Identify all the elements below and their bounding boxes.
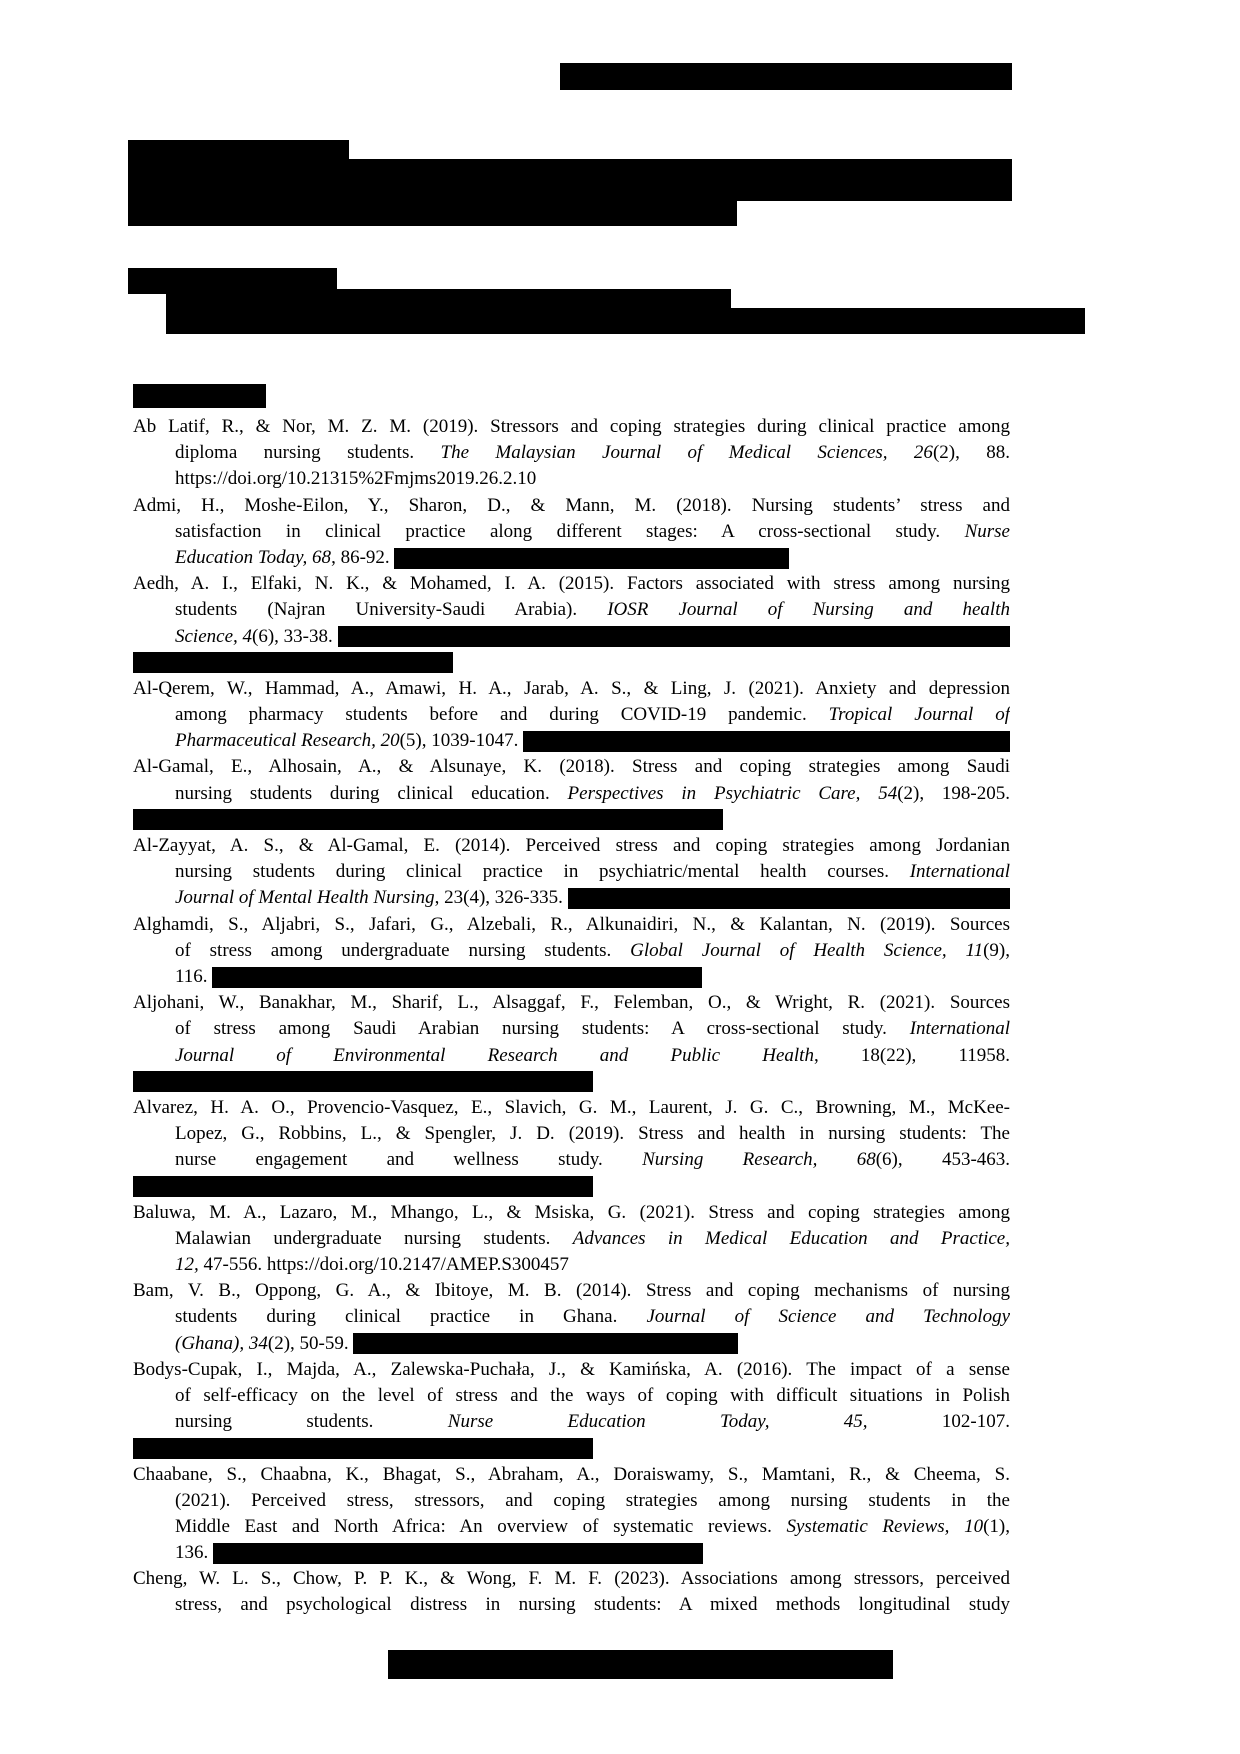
reference-text: Lopez, G., Robbins, L., & Spengler, J. D. (2019). Stress and health in nursing students: The xyxy=(175,1123,1010,1145)
reference-text: 116. xyxy=(175,965,213,987)
journal-title: The Malaysian Journal of Medical Sciences, 26 xyxy=(440,442,933,464)
redacted-doi xyxy=(133,1438,593,1459)
reference-line xyxy=(133,1435,1010,1461)
reference-text: Admi, H., Moshe-Eilon, Y., Sharon, D., & Mann, M. (2018). Nursing students’ stress and xyxy=(133,494,1010,516)
reference-entry xyxy=(133,1095,1010,1200)
redacted-doi xyxy=(133,1176,593,1197)
reference-text: , 18(22), 11958. xyxy=(813,1044,1010,1066)
reference-entry xyxy=(133,676,1010,755)
reference-text: (9), xyxy=(983,939,1010,961)
reference-text: (2), 50-59. xyxy=(267,1332,354,1354)
reference-line xyxy=(133,1566,1010,1592)
reference-text: (2), 198-205. xyxy=(897,782,1010,804)
journal-title: Nurse Education Today, 45, xyxy=(447,1411,868,1433)
reference-line xyxy=(133,1226,1010,1252)
reference-line xyxy=(133,1383,1010,1409)
reference-text: Al-Gamal, E., Alhosain, A., & Alsunaye, K. (2018). Stress and coping strategies among Saudi xyxy=(133,756,1010,778)
redacted-keywords-line-3 xyxy=(166,308,1085,334)
reference-text: diploma nursing students. xyxy=(175,442,441,464)
reference-line xyxy=(133,1095,1010,1121)
journal-title: Global Journal of Health Science, 11 xyxy=(630,939,984,961)
reference-entry xyxy=(133,754,1010,833)
journal-title: Advances in Medical Education and Practice, xyxy=(572,1227,1010,1249)
redacted-doi xyxy=(568,888,1010,909)
reference-text: students during clinical practice in Ghana. xyxy=(175,1306,647,1328)
journal-title: International xyxy=(909,1018,1010,1040)
reference-line xyxy=(133,1200,1010,1226)
reference-line xyxy=(133,466,1010,492)
doi-link[interactable]: https://doi.org/10.21315%2Fmjms2019.26.2.10 xyxy=(175,468,537,490)
reference-entry xyxy=(133,1462,1010,1567)
reference-text: (5), 1039-1047. xyxy=(399,730,524,752)
reference-text: Middle East and North Africa: An overview of systematic reviews. xyxy=(175,1515,787,1537)
reference-line xyxy=(133,990,1010,1016)
redacted-running-head xyxy=(560,63,1012,90)
reference-entry xyxy=(133,990,1010,1095)
reference-text: , 23(4), 326-335. xyxy=(434,887,568,909)
reference-text: Ab Latif, R., & Nor, M. Z. M. (2019). Stressors and coping strategies during clinical practice among xyxy=(133,416,1010,437)
reference-line xyxy=(133,1278,1010,1304)
reference-line xyxy=(133,1016,1010,1042)
reference-line xyxy=(133,807,1010,833)
reference-line xyxy=(133,519,1010,545)
reference-text: nurse engagement and wellness study. xyxy=(175,1149,643,1171)
reference-entry xyxy=(133,912,1010,991)
reference-line xyxy=(133,650,1010,676)
reference-text: (1), xyxy=(983,1515,1010,1537)
reference-text: nursing students during clinical practice in psychiatric/mental health courses. xyxy=(175,861,910,883)
reference-line xyxy=(133,754,1010,780)
journal-title: IOSR Journal of Nursing and health xyxy=(607,599,1010,621)
reference-line xyxy=(133,1331,1010,1357)
journal-title: Science, 4 xyxy=(175,625,253,647)
reference-text: Aedh, A. I., Elfaki, N. K., & Mohamed, I. A. (2015). Factors associated with stress among nursing xyxy=(133,573,1010,595)
journal-title: Nurse xyxy=(964,520,1010,542)
reference-text: among pharmacy students before and during COVID-19 pandemic. xyxy=(175,704,829,726)
journal-title: Perspectives in Psychiatric Care, 54 xyxy=(567,782,898,804)
reference-text: nursing students. xyxy=(175,1411,448,1433)
reference-text: Alvarez, H. A. O., Provencio-Vasquez, E., Slavich, G. M., Laurent, J. G. C., Browning, M., McKee- xyxy=(133,1096,1010,1118)
reference-text: Cheng, W. L. S., Chow, P. P. K., & Wong, F. M. F. (2023). Associations among stressors, perceived xyxy=(133,1568,1010,1590)
reference-line xyxy=(133,1514,1010,1540)
reference-line xyxy=(133,1304,1010,1330)
redacted-doi xyxy=(338,626,1011,647)
reference-text: (6), 453-463. xyxy=(875,1149,1010,1171)
journal-title: Education Today, 68 xyxy=(175,546,332,568)
reference-line xyxy=(133,493,1010,519)
redacted-doi xyxy=(212,967,702,988)
reference-line xyxy=(133,414,1010,440)
reference-text: Al-Zayyat, A. S., & Al-Gamal, E. (2014). Perceived stress and coping strategies among Jordanian xyxy=(133,835,1010,856)
reference-text: Al-Qerem, W., Hammad, A., Amawi, H. A., Jarab, A. S., & Ling, J. (2021). Anxiety and depression xyxy=(133,677,1010,699)
reference-line xyxy=(133,624,1010,650)
redacted-title-line-3 xyxy=(128,201,737,226)
doi-link[interactable]: https://doi.org/10.2147/AMEP.S300457 xyxy=(266,1254,569,1275)
reference-line xyxy=(133,938,1010,964)
journal-title: Systematic Reviews, 10 xyxy=(786,1515,984,1537)
reference-entry xyxy=(133,414,1010,493)
reference-text: (2021). Perceived stress, stressors, and coping strategies among nursing students in the xyxy=(175,1489,1010,1511)
journal-title: Journal of Environmental Research and Public Health xyxy=(175,1044,814,1066)
journal-title: Nursing Research, 68 xyxy=(642,1149,876,1171)
reference-line xyxy=(133,859,1010,885)
reference-text: Bodys-Cupak, I., Majda, A., Zalewska-Puchała, J., & Kamińska, A. (2016). The impact of a sense xyxy=(133,1358,1010,1380)
redacted-doi xyxy=(523,731,1010,752)
redacted-title-line-2 xyxy=(128,159,1012,201)
reference-entry xyxy=(133,493,1010,572)
reference-text: (6), 33-38. xyxy=(252,625,338,647)
reference-line xyxy=(133,545,1010,571)
journal-title: Journal of Mental Health Nursing xyxy=(175,887,435,909)
reference-entry xyxy=(133,1566,1010,1618)
reference-line xyxy=(133,597,1010,623)
reference-text: , 86-92. xyxy=(331,546,395,568)
reference-line xyxy=(133,1069,1010,1095)
journal-title: (Ghana), 34 xyxy=(175,1332,268,1354)
reference-line xyxy=(133,1462,1010,1488)
redacted-doi xyxy=(133,652,453,673)
reference-entry xyxy=(133,571,1010,676)
journal-title: Pharmaceutical Research, 20 xyxy=(175,730,400,752)
reference-line xyxy=(133,1147,1010,1173)
reference-line xyxy=(133,440,1010,466)
reference-text: Malawian undergraduate nursing students. xyxy=(175,1227,573,1249)
reference-line xyxy=(133,964,1010,990)
reference-text: 47-556. xyxy=(198,1254,267,1275)
reference-text: stress, and psychological distress in nursing students: A mixed methods longitudinal study xyxy=(175,1594,1010,1616)
reference-text: students (Najran University-Saudi Arabia). xyxy=(175,599,608,621)
reference-line xyxy=(133,1043,1010,1069)
reference-text: 102-107. xyxy=(867,1411,1010,1433)
reference-line xyxy=(133,1252,1010,1278)
reference-entry xyxy=(133,833,1010,912)
redacted-doi xyxy=(133,809,723,830)
reference-line xyxy=(133,1540,1010,1566)
journal-title: International xyxy=(909,861,1010,883)
reference-line xyxy=(133,781,1010,807)
redacted-doi xyxy=(394,548,789,569)
reference-text: of self-efficacy on the level of stress and the ways of coping with difficult situations in Polish xyxy=(175,1384,1010,1406)
reference-entry xyxy=(133,1357,1010,1462)
reference-line xyxy=(133,912,1010,938)
reference-line xyxy=(133,1409,1010,1435)
journal-title: Journal of Science and Technology xyxy=(646,1306,1010,1328)
reference-line xyxy=(133,676,1010,702)
references-list xyxy=(133,414,1010,1619)
reference-line xyxy=(133,1592,1010,1618)
reference-line xyxy=(133,833,1010,859)
reference-text: of stress among Saudi Arabian nursing students: A cross-sectional study. xyxy=(175,1018,910,1040)
reference-text: of stress among undergraduate nursing students. xyxy=(175,939,631,961)
reference-line xyxy=(133,885,1010,911)
journal-title: 12, xyxy=(175,1254,199,1275)
reference-line xyxy=(133,702,1010,728)
reference-text: 136. xyxy=(175,1542,213,1564)
reference-text: Baluwa, M. A., Lazaro, M., Mhango, L., & Msiska, G. (2021). Stress and coping strategies among xyxy=(133,1201,1010,1223)
reference-line xyxy=(133,1357,1010,1383)
reference-entry xyxy=(133,1278,1010,1357)
reference-text: satisfaction in clinical practice along different stages: A cross-sectional study. xyxy=(175,520,965,542)
reference-line xyxy=(133,1121,1010,1147)
redacted-doi xyxy=(353,1333,738,1354)
redacted-references-heading xyxy=(133,384,266,408)
reference-entry xyxy=(133,1200,1010,1279)
reference-line xyxy=(133,1488,1010,1514)
redacted-doi xyxy=(213,1543,703,1564)
reference-text: Bam, V. B., Oppong, G. A., & Ibitoye, M. B. (2014). Stress and coping mechanisms of nursing xyxy=(133,1280,1010,1302)
reference-line xyxy=(133,728,1010,754)
redacted-doi xyxy=(133,1071,593,1092)
reference-text: Alghamdi, S., Aljabri, S., Jafari, G., Alzebali, R., Alkunaidiri, N., & Kalantan, N. (2019). Sources xyxy=(133,913,1010,935)
reference-text: Aljohani, W., Banakhar, M., Sharif, L., Alsaggaf, F., Felemban, O., & Wright, R. (2021). Sources xyxy=(133,992,1010,1014)
reference-line xyxy=(133,571,1010,597)
redacted-page-footer xyxy=(388,1650,893,1679)
reference-text: Chaabane, S., Chaabna, K., Bhagat, S., Abraham, A., Doraiswamy, S., Mamtani, R., & Cheema, S. xyxy=(133,1463,1010,1485)
reference-text: nursing students during clinical education. xyxy=(175,782,568,804)
reference-line xyxy=(133,1173,1010,1199)
journal-title: Tropical Journal of xyxy=(828,704,1010,726)
reference-text: (2), 88. xyxy=(932,442,1010,464)
